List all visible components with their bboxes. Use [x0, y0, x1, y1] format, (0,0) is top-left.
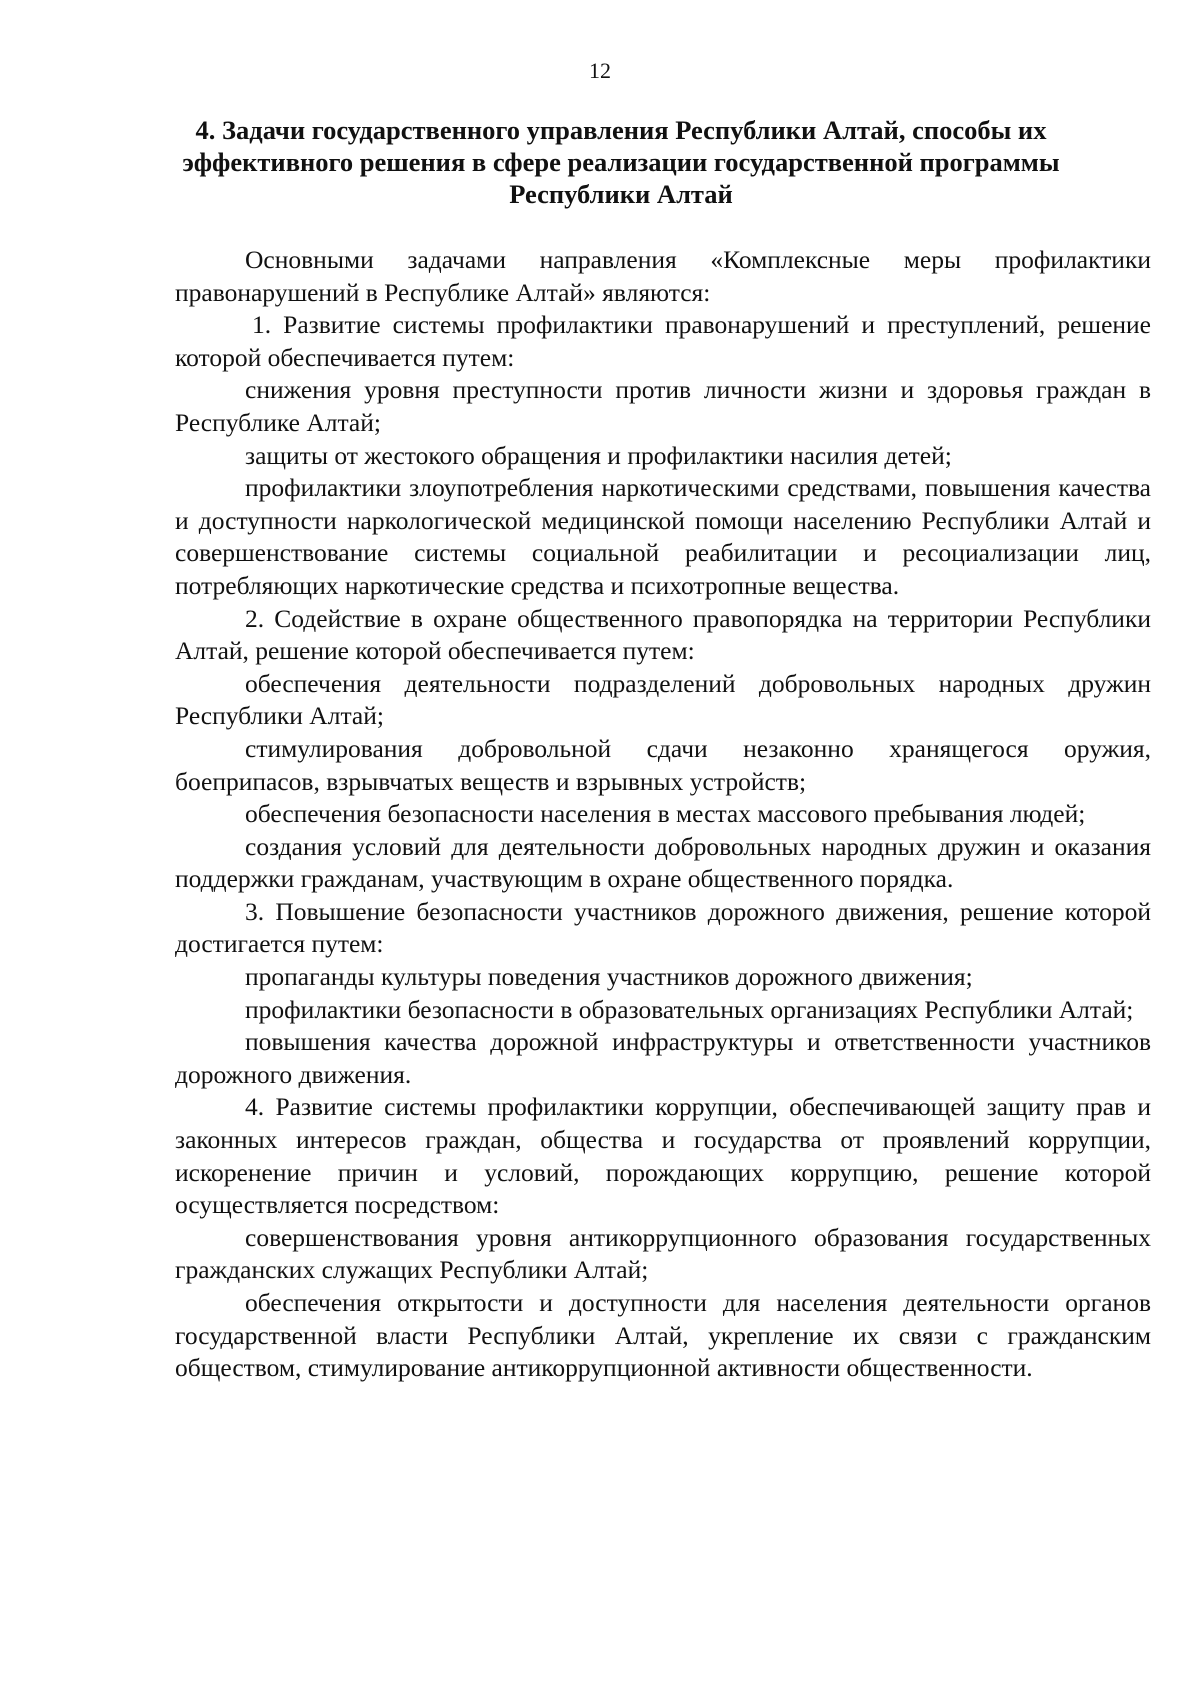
paragraph-task-1-item-2: защиты от жестокого обращения и профилактики насилия детей; — [245, 440, 952, 470]
paragraph-task-4-item-2: обеспечения открытости и доступности для населения деятельности органов государственной власти Республики Алтай, укрепление их связи с гражданским обществом, стимулирование антикоррупционной активности общественности. — [175, 1288, 1151, 1383]
paragraph-task-2-item-2: стимулирования добровольной сдачи незаконно хранящегося оружия, боеприпасов, взрывчатых веществ и взрывных устройств; — [175, 733, 1151, 796]
heading-line-3: Республики Алтай — [509, 179, 733, 209]
paragraph-task-1-item-3: профилактики злоупотребления наркотическими средствами, повышения качества и доступности наркологической медицинской помощи населению Республики Алтай и совершенствование системы социальной реабилитации и ресоциализации лиц, потребляющих наркотические средства и психотропные вещества. — [175, 473, 1151, 600]
heading-line-1: 4. Задачи государственного управления Республики Алтай, способы их — [195, 115, 1047, 145]
paragraph-task-3-item-3: повышения качества дорожной инфраструктуры и ответственности участников дорожного движения. — [175, 1027, 1151, 1089]
paragraph-intro: Основными задачами направления «Комплексные меры профилактики правонарушений в Республике Алтай» являются: — [175, 245, 1151, 307]
paragraph-task-4-item-1: совершенствования уровня антикоррупционного образования государственных гражданских служащих Республики Алтай; — [175, 1222, 1151, 1285]
paragraph-task-1: 1. Развитие системы профилактики правонарушений и преступлений, решение которой обеспечивается путем: — [175, 310, 1151, 372]
paragraph-task-2-item-1: обеспечения деятельности подразделений добровольных народных дружин Республики Алтай; — [175, 668, 1151, 731]
paragraph-task-3-item-1: пропаганды культуры поведения участников дорожного движения; — [245, 962, 973, 992]
paragraph-task-3-item-2: профилактики безопасности в образовательных организациях Республики Алтай; — [245, 994, 1134, 1024]
section-heading — [175, 114, 1067, 210]
paragraph-task-2-item-4: создания условий для деятельности добровольных народных дружин и оказания поддержки гражданам, участвующим в охране общественного порядка. — [175, 831, 1151, 894]
paragraph-task-2: 2. Содействие в охране общественного правопорядка на территории Республики Алтай, решение которой обеспечивается путем: — [175, 603, 1151, 666]
heading-line-2: эффективного решения в сфере реализации государственной программы — [182, 147, 1060, 177]
document-body — [175, 244, 1151, 1385]
page-number: 12 — [589, 58, 611, 83]
paragraph-task-2-item-3: обеспечения безопасности населения в местах массового пребывания людей; — [245, 799, 1086, 829]
paragraph-task-3: 3. Повышение безопасности участников дорожного движения, решение которой достигается путем: — [175, 896, 1151, 959]
paragraph-task-1-item-1: снижения уровня преступности против личности жизни и здоровья граждан в Республике Алтай; — [175, 375, 1151, 437]
paragraph-task-4: 4. Развитие системы профилактики коррупции, обеспечивающей защиту прав и законных интересов граждан, общества и государства от проявлений коррупции, искоренение причин и условий, порождающих коррупцию, решение которой осуществляется посредством: — [175, 1092, 1151, 1220]
